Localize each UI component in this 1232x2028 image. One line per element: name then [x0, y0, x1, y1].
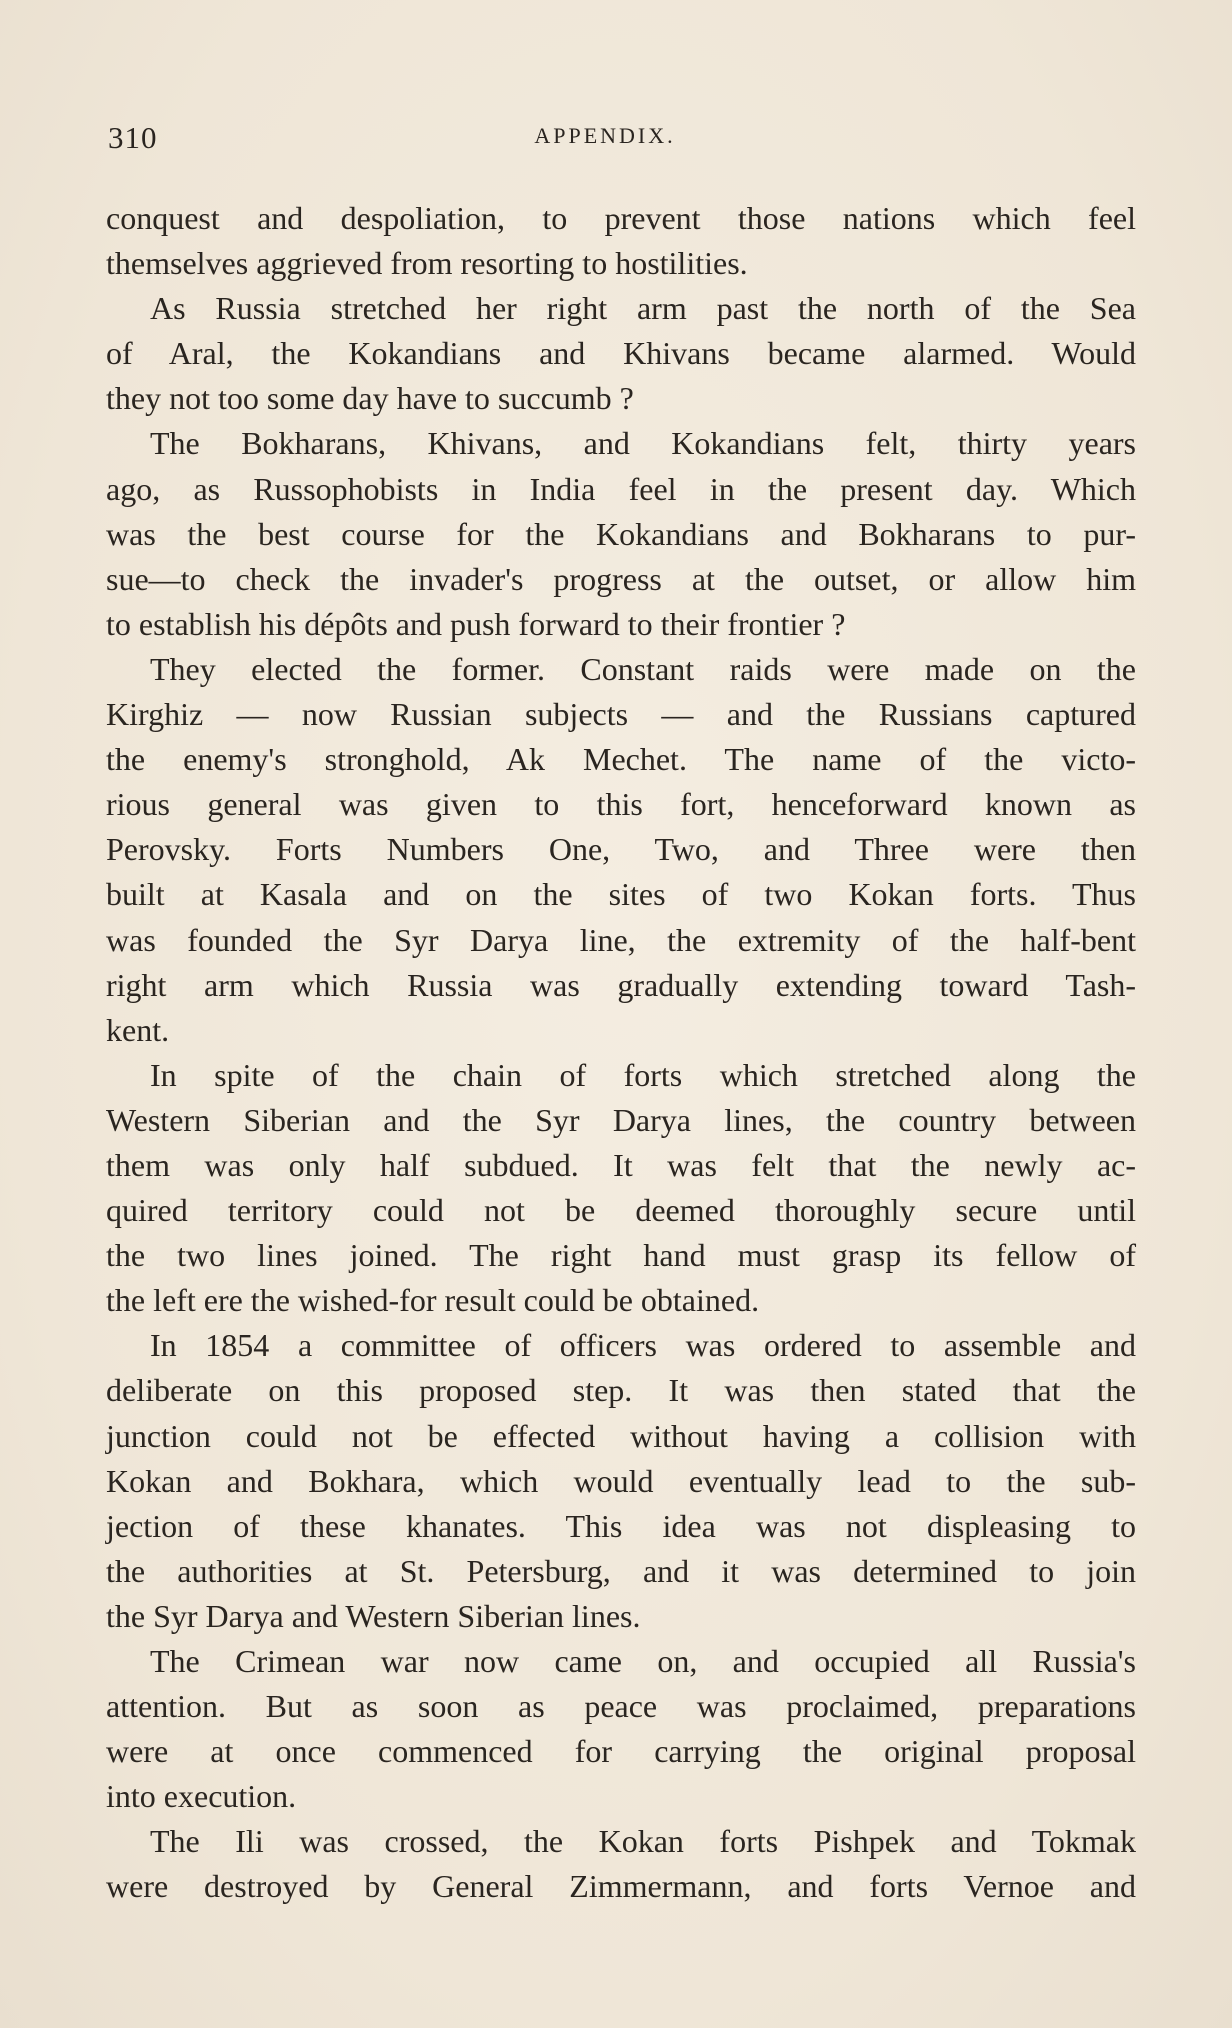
text-line: they not too some day have to succumb ? [106, 380, 634, 417]
body-text [106, 196, 1136, 1910]
running-head: APPENDIX. [534, 123, 676, 148]
text-line: was the best course for the Kokandians and Bokharans to pur- [106, 515, 1136, 552]
text-line: the Syr Darya and Western Siberian lines. [106, 1597, 641, 1634]
text-line: The Ili was crossed, the Kokan forts Pishpek and Tokmak [150, 1823, 1136, 1860]
text-line: kent. [106, 1011, 170, 1048]
text-line: built at Kasala and on the sites of two Kokan forts. Thus [106, 876, 1136, 913]
page-header [108, 120, 1136, 164]
text-line: jection of these khanates. This idea was not displeasing to [106, 1507, 1136, 1544]
text-line: They elected the former. Constant raids were made on the [150, 650, 1136, 687]
text-line: The Bokharans, Khivans, and Kokandians felt, thirty years [150, 425, 1136, 462]
text-line: of Aral, the Kokandians and Khivans became alarmed. Would [106, 335, 1136, 372]
text-line: sue—to check the invader's progress at the outset, or allow him [106, 560, 1136, 597]
text-line: The Crimean war now came on, and occupied all Russia's [150, 1643, 1136, 1679]
page-number: 310 [108, 120, 158, 155]
text-line: were destroyed by General Zimmermann, and forts Vernoe and [106, 1868, 1136, 1905]
text-line: the enemy's stronghold, Ak Mechet. The name of the victo- [106, 741, 1136, 778]
text-line: In 1854 a committee of officers was ordered to assemble and [150, 1327, 1136, 1364]
text-line: Western Siberian and the Syr Darya lines, the country between [106, 1101, 1136, 1138]
text-line: deliberate on this proposed step. It was then stated that the [106, 1372, 1136, 1409]
text-line: quired territory could not be deemed thoroughly secure until [106, 1192, 1136, 1229]
text-line: was founded the Syr Darya line, the extremity of the half-bent [106, 921, 1136, 958]
text-line: Perovsky. Forts Numbers One, Two, and Three were then [106, 831, 1136, 868]
text-line: junction could not be effected without having a collision with [106, 1417, 1136, 1454]
text-line: were at once commenced for carrying the original proposal [106, 1733, 1136, 1770]
text-line: rious general was given to this fort, henceforward known as [106, 786, 1136, 823]
text-line: conquest and despoliation, to prevent those nations which feel [106, 200, 1136, 236]
text-line: the authorities at St. Petersburg, and it was determined to join [106, 1552, 1136, 1589]
text-line: themselves aggrieved from resorting to hostilities. [106, 245, 748, 282]
text-line: the left ere the wished-for result could be obtained. [106, 1282, 760, 1319]
text-line: Kokan and Bokhara, which would eventually lead to the sub- [106, 1462, 1136, 1499]
text-line: As Russia stretched her right arm past the north of the Sea [150, 290, 1136, 327]
text-line: the two lines joined. The right hand must grasp its fellow of [106, 1237, 1136, 1274]
text-line: to establish his dépôts and push forward to their frontier ? [106, 605, 846, 642]
text-line: them was only half subdued. It was felt that the newly ac- [106, 1146, 1136, 1183]
text-line: into execution. [106, 1778, 297, 1815]
text-line: In spite of the chain of forts which stretched along the [150, 1056, 1136, 1093]
text-line: ago, as Russophobists in India feel in the present day. Which [106, 470, 1136, 507]
text-line: Kirghiz — now Russian subjects — and the Russians captured [106, 696, 1136, 733]
text-line: right arm which Russia was gradually extending toward Tash- [106, 966, 1136, 1003]
text-line: attention. But as soon as peace was proclaimed, preparations [106, 1688, 1136, 1725]
